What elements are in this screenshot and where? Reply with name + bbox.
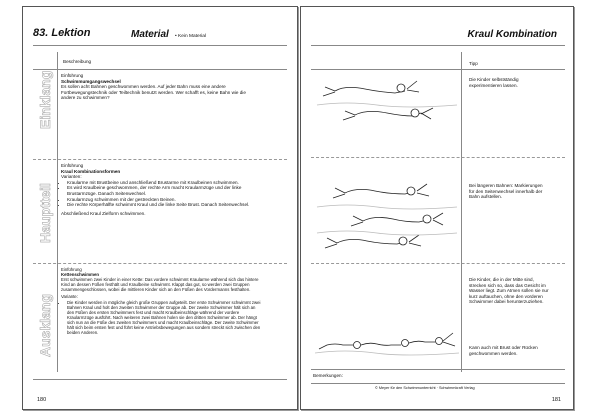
section-label-hauptteil: Hauptteil [37, 183, 53, 243]
section-title: Schwimmumgangswechsel [61, 78, 121, 84]
section-divider [33, 159, 287, 160]
left-page [22, 6, 298, 410]
variant-list [61, 180, 261, 208]
tip-2: Bei längeren Bahnen: Markierungen für den Seitenwechsel innerhalb der Bahn aufstellen. [469, 183, 543, 200]
section-label-ausklang: Ausklang [37, 293, 53, 357]
section-ausklang [61, 267, 261, 335]
swimmer-illustrations [315, 73, 459, 363]
section-title: Kraul Kombinationsformen [61, 168, 121, 174]
list-item: • Es wird Kraulbeine geschwommen, der rechte Arm macht Kraularmzüge und der linke Brustarmzüge. Danach Seitenwechsel. [67, 185, 261, 196]
material-label: Material [131, 29, 169, 40]
section-intro: Varianten: [61, 174, 82, 180]
section-intro: Variante: [61, 294, 78, 300]
section-title: Kettenschwimmen [61, 272, 99, 278]
section-einklang [61, 73, 261, 101]
page-title: Kraul Kombination [467, 29, 557, 40]
list-item: • Die rechte Körperhälfte schwimmt Kraul und die linke Seite Brust. Danach Seitenwechsel. [67, 202, 261, 208]
section-divider [311, 263, 565, 264]
section-divider [33, 263, 287, 264]
section-divider [311, 157, 565, 158]
material-value: • Kein Material [175, 34, 207, 39]
header-rule [311, 45, 565, 46]
remarks-label: Bemerkungen: [313, 373, 343, 378]
section-hauptteil [61, 163, 261, 216]
table-header-rule [33, 69, 287, 70]
section-text: Es sollen acht Bahnen geschwommen werden. Auf jeder Bahn muss eine andere Fortbewegungstechnik oder Teiltechnik benutzt werden. Wer schafft es, keine Bahn wie die andere zu schwimmen? [61, 84, 246, 101]
right-page [300, 6, 574, 410]
section-label-einklang: Einklang [37, 70, 53, 129]
tip-header: Tipp [469, 61, 478, 66]
column-divider [57, 52, 58, 372]
footer-rule [33, 379, 287, 380]
section-kind: Einführung [61, 163, 84, 168]
tip-1: Die Kinder selbstständig experimentieren lassen. [469, 77, 519, 88]
list-item: • Kraularmzug schwimmen mit der gestreckten Beinen. [67, 197, 261, 203]
tip-3: Die Kinder, die in der Mitte sind, strecken sich so, dass das Gesicht im Wasser liegt. Zum Atmen sollen sie nur kurz auftauchen, ohne den vorderen Schwimmer dabei herunterzuziehen. [469, 277, 549, 305]
swimmer-drawing [315, 81, 459, 355]
tip-4: Kann auch mit Brust oder Rücken geschwommen werden. [469, 345, 538, 356]
remarks-rule [311, 369, 565, 370]
column-divider [461, 52, 462, 372]
section-text: Erst schwimmen zwei Kinder in einer Kette: Das vordere schwimmt Kraularme während sich das hintere Kind an dessen Füßen festhält und Kraulbeine schwimmt. Klappt das gut, so werden zwei Gruppen zusammengeschlossen, wobei die mittleren Kinder sich an den Füßen des Vordermanns festhalten. [61, 277, 259, 293]
section-kind: Einführung [61, 267, 82, 272]
lesson-number: 83. Lektion [33, 27, 91, 39]
section-kind: Einführung [61, 73, 84, 78]
description-header: Beschreibung [63, 59, 92, 64]
variant-list [61, 300, 261, 336]
table-header-rule [311, 69, 565, 70]
footer-rule [311, 383, 565, 384]
section-outro: Abschließend Kraul Zielform schwimmen. [61, 210, 146, 216]
page-number: 180 [37, 397, 47, 403]
page-number: 181 [551, 397, 561, 403]
list-item: • Die Kinder werden in mögliche gleich große Gruppen aufgeteilt. Der erste Schwimmer schwimmt zwei Bahnen Kraul und holt den zweiten Schwimmer der Gruppe ab. Der zweite Schwimmer hält sich an den Füßen des ersten Schwimmers fest und macht Kraulbeinschläge während der vordere Kraularmzüge ausführt. Nach weiteren zwei Bahnen holen sie den dritten Schwimmer ab. Der hängt sich nun an die Füße des zweiten Schwimmers und macht Kraulbeinschläge. Der zweite Schwimmer hält sich beim ersten fest und führt keine Antriebsbewegungen aus sondern streckt sich zwischen den beiden Anderen. [67, 300, 261, 336]
list-item: • Kraularme mit Brustbeine und anschließend Brustarme mit Kraulbeinen schwimmen. [67, 180, 261, 186]
footer-credit: © Meyer für den Schwimmunterricht · Schwimmkraft Verlag [375, 386, 475, 390]
header-rule [33, 45, 287, 46]
